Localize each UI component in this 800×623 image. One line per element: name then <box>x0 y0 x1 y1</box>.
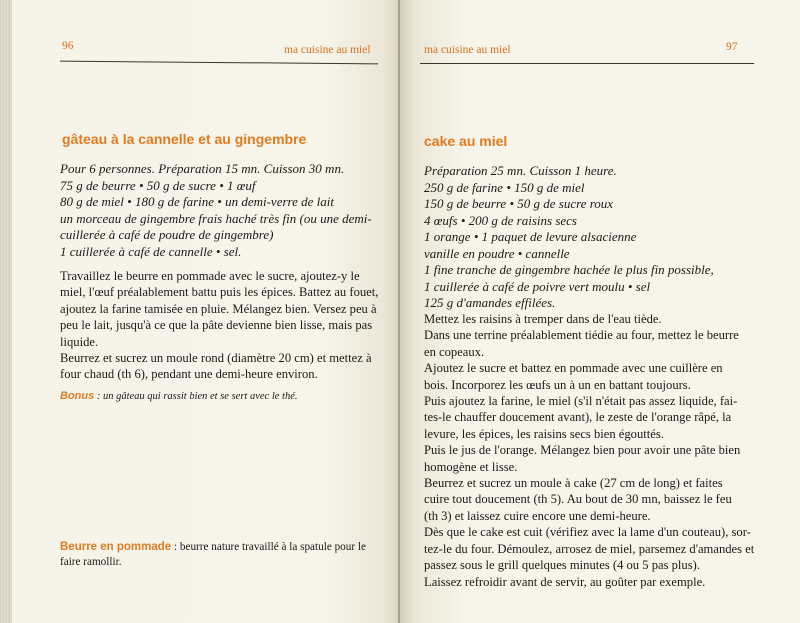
page-stack-edge <box>0 0 12 623</box>
ingredient-line: 150 g de beurre • 50 g de sucre roux <box>424 196 614 211</box>
ingredient-line: vanille en poudre • cannelle <box>424 245 570 261</box>
ingredient-line: 1 orange • 1 paquet de levure alsacienne <box>424 229 637 244</box>
left-page-number: 96 <box>62 40 74 52</box>
glossary-note <box>60 540 372 570</box>
left-method <box>60 268 379 383</box>
method-line: tez-le du four. Démoulez, arrosez de miel, parsemez d'amandes et <box>424 541 755 556</box>
right-recipe-title: cake au miel <box>424 133 508 149</box>
right-page-number: 97 <box>726 41 738 53</box>
method-line: Puis ajoutez la farine, le miel (s'il n'était pas assez liquide, fai- <box>424 394 738 409</box>
ingredient-line: 4 œufs • 200 g de raisins secs <box>424 212 577 228</box>
method-line: en copeaux. <box>424 344 485 359</box>
bonus-note <box>60 386 297 406</box>
method-line: Travaillez le beurre en pommade avec le sucre, ajoutez-y le <box>60 269 360 283</box>
bonus-text: : un gâteau qui rassit bien et se sert avec le thé. <box>94 391 298 402</box>
method-line: Dès que le cake est cuit (vérifiez avec la lame d'un couteau), sor- <box>424 525 751 540</box>
ingredient-line: un morceau de gingembre frais haché très fin (ou une demi- <box>60 210 372 226</box>
ingredient-line: 1 cuillerée à café de poivre vert moulu • sel <box>424 278 651 294</box>
method-line: liquide. <box>60 334 99 349</box>
method-line: miel, l'œuf préalablement battu puis les épices. Battez au fouet, <box>60 285 379 300</box>
right-method <box>424 311 756 590</box>
method-line: tes-le chauffer doucement avant), le zeste de l'orange râpé, la <box>424 410 732 425</box>
method-line: (th 3) et laissez cuire encore une demi-heure. <box>424 508 651 523</box>
left-recipe-title: gâteau à la cannelle et au gingembre <box>62 131 307 147</box>
ingredient-line: 1 fine tranche de gingembre hachée le plus fin possible, <box>424 262 714 277</box>
right-header-rule <box>420 63 754 64</box>
ingredient-line: Pour 6 personnes. Préparation 15 mn. Cuisson 30 mn. <box>60 161 345 176</box>
method-line: ajoutez la farine tamisée en pluie. Mélangez bien. Versez peu à <box>60 301 377 316</box>
method-line: Beurrez et sucrez un moule rond (diamètre 20 cm) et mettez à <box>60 351 372 366</box>
bonus-label: Bonus <box>60 390 95 402</box>
ingredient-line: cuillerée à café de poudre de gingembre) <box>60 227 274 242</box>
ingredient-line: 75 g de beurre • 50 g de sucre • 1 œuf <box>60 177 256 193</box>
method-line: Mettez les raisins à tremper dans de l'eau tiède. <box>424 312 662 326</box>
method-line: cuire tout doucement (th 5). Au bout de 30 mn, baissez le feu <box>424 492 732 507</box>
method-line: levure, les épices, les raisins secs bien égouttés. <box>424 426 664 441</box>
method-line: Laissez refroidir avant de servir, au goûter par exemple. <box>424 574 706 589</box>
ingredient-line: Préparation 25 mn. Cuisson 1 heure. <box>424 163 617 178</box>
method-line: four chaud (th 6), pendant une demi-heure environ. <box>60 367 318 382</box>
ingredient-line: 80 g de miel • 180 g de farine • un demi-verre de lait <box>60 194 334 209</box>
method-line: peu le lait, jusqu'à ce que la pâte devienne bien lisse, mais pas <box>60 318 373 333</box>
method-line: Puis le jus de l'orange. Mélangez bien pour avoir une pâte bien <box>424 443 741 458</box>
ingredient-line: 250 g de farine • 150 g de miel <box>424 179 585 195</box>
glossary-term: Beurre en pommade <box>60 541 172 553</box>
method-line: bois. Incorporez les œufs un à un en battant toujours. <box>424 377 691 392</box>
glossary-text-2: faire ramollir. <box>60 556 122 568</box>
ingredient-line: 125 g d'amandes effilées. <box>424 295 556 310</box>
left-running-head: ma cuisine au miel <box>284 44 371 56</box>
method-line: homogène et lisse. <box>424 459 518 474</box>
right-running-head: ma cuisine au miel <box>424 44 511 56</box>
ingredient-line: 1 cuillerée à café de cannelle • sel. <box>60 243 242 259</box>
method-line: Dans une terrine préalablement tiédie au four, mettez le beurre <box>424 328 739 343</box>
right-ingredients <box>424 163 714 312</box>
method-line: Beurrez et sucrez un moule à cake (27 cm de long) et faites <box>424 476 723 491</box>
glossary-text: : beurre nature travaillé à la spatule pour le <box>171 541 366 553</box>
method-line: passez sous le grill quelques minutes (4 ou 5 pas plus). <box>424 558 700 573</box>
method-line: Ajoutez le sucre et battez en pommade avec une cuillère en <box>424 361 723 376</box>
left-ingredients <box>60 161 372 260</box>
